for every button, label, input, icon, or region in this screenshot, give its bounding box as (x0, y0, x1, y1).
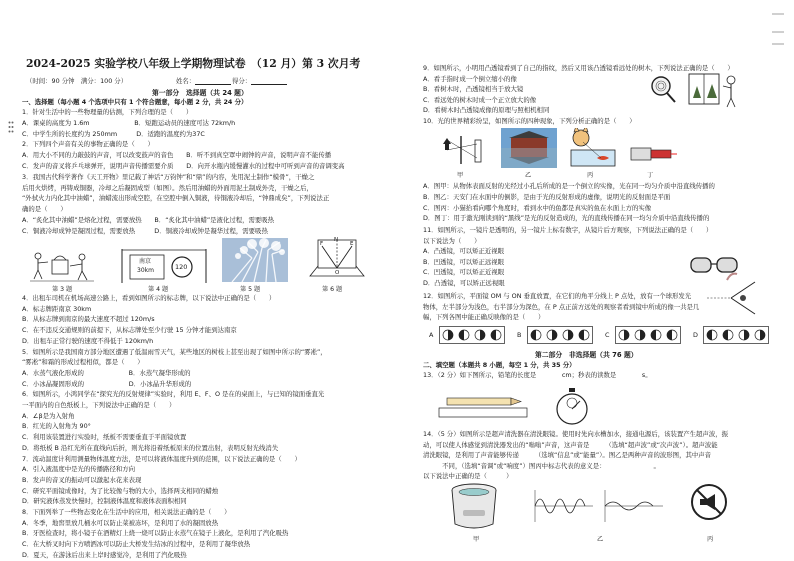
left-question-line: 确的是（ ） (22, 205, 67, 214)
right-question-line: A．图甲：从物体表面反射的光经过小孔后所成的是一个倒立的实像，光在同一均匀介质中沿直线传播的 (423, 182, 715, 190)
left-question-line: 一平面内的自色纸板上，下列说法中正确的是（ ） (22, 401, 176, 409)
left-question-line: C．利用该装置进行实验时，纸板不需要垂直于平面镜放置 (22, 433, 187, 442)
right-question-line: 10．光的世界精彩纷呈，如图所示的四种现象，下列分析正确的是（ ） (423, 117, 636, 125)
right-question-line: B．看树木时，凸透镜相当于放大镜 (423, 85, 524, 93)
right-question-line: C．凹透镜，可以矫正近视眼 (423, 268, 505, 277)
q12-option-a (429, 326, 509, 344)
left-question-line: 8．下面列举了一些物态变化在生活中的应用，相关说法正确的是（ ） (22, 508, 231, 516)
label-e: E (350, 241, 354, 247)
left-question-line: 5．如图所示是我国南方部分地区遭遇了低温雨雪天气，某些地区的树枝上甚至出现了如图中所示的“雾凇”， (22, 347, 327, 356)
left-question-line: A．课桌的高度为 1.6m B．短跑运动员的速度可达 72km/h (22, 118, 236, 127)
right-question-line: C．看远处的树木时成一个正立放大的像 (423, 95, 537, 104)
fig12-mirrors (697, 280, 765, 316)
label-f: F (320, 241, 324, 247)
mirror-image-ball-dark-half (579, 330, 584, 340)
left-question-line: 2．下列四个声音有关的事物正确的是（ ） (22, 140, 154, 149)
right-question-line: 12．如图所示，平面镜 OM 与 ON 垂直放置，在它们的角平分线上 P 点处，放有一个球形发光 (423, 292, 692, 300)
left-question-line: “雾凇”和霜的形成过程相似，都是（ ） (22, 358, 144, 367)
fig13-stopwatch (553, 388, 591, 426)
left-question-line: B．从标志牌到南京的最大速度不超过 120m/s (22, 315, 155, 324)
fig10-laser-pointer (629, 140, 677, 168)
right-question-line: B．图乙：天安门在水面中的倒影，是由于光的反射形成的虚像，说明光的反射面是平面 (423, 192, 671, 201)
right-question-line: 幅，下列各图中能正确反映像的是（ ） (423, 313, 545, 322)
fig11-glasses (687, 252, 743, 282)
mirror-image-ball-dark-half (480, 330, 485, 340)
q14-line: 动，可以使人体感觉到清洗器发出的“嗡嗡”声音，这声音是 （选填“超声波”或“次声波”）。超声波能 (423, 440, 718, 449)
right-question-line: A．凸透镜，可以矫正近视眼 (423, 247, 505, 256)
right-question-line: C．图丙：小猫抬看向哪个角度时，看到水中的鱼都是真实的鱼在水面上方的实像 (423, 203, 652, 212)
fig4-road-sign (118, 247, 210, 283)
q14-line: 以下说法中正确的是（ ） (423, 472, 513, 481)
caption-q14-yi: 乙 (597, 536, 604, 543)
q12-option-b (517, 326, 597, 344)
left-question-line: C．在不违反交通规则的前提下，从标志牌处至少行驶 15 分钟才能到达南京 (22, 326, 237, 335)
caption-jia: 甲 (457, 172, 464, 179)
q14-line: 不同，（选填“音调”或“响度”）图丙中标志代表的意义是： 。 (423, 461, 660, 470)
left-question-line: 3．我国古代科学著作《天工开物》里记载了神话“万钧钟”和“鼎”的内容，先用泥土制作“模骨”，干燥之 (22, 172, 315, 181)
left-question-line: A．冬季，地窖里放几桶水可以防止菜被冻坏，是利用了水的凝固放热 (22, 518, 219, 527)
left-question-line: B．牙医检查时，将小镜子在酒精灯上烧一烧可以防止水蒸气在镜子上液化，是利用了汽化吸热 (22, 529, 289, 538)
mirror-image-ball-dark-half (667, 330, 672, 340)
caption-bing: 丙 (587, 172, 594, 179)
left-question-line: 7．流动温度计利用测量物体温度方法，是可以将液体温度升到的范围，以下说法正确的是（ ） (22, 454, 301, 463)
q12-option-c (605, 326, 685, 344)
caption-q14-jia: 甲 (473, 536, 480, 543)
left-question-line: D．研究液体蒸发快慢时，控制液体温度和液体表面积相同 (22, 497, 187, 506)
fig10-tiananmen-reflection (501, 128, 557, 168)
left-question-line: 6．如图所示，小鸿同学在“探究光的反射规律”实验时，利用 E、F、O 是在的桌面上，与已知的镜面垂直光 (22, 390, 325, 399)
mirror-image-ball-dark-half (448, 330, 453, 340)
left-question-line: A．“炙化其中油蜡”是熔化过程，需要放热 B．“炙化其中油蜡”是液化过程，需要吸热 (22, 216, 275, 224)
caption-fig6: 第 6 题 (322, 286, 343, 293)
left-question-line: B．红光的入射角为 90° (22, 422, 91, 431)
left-question-line: 1．针对生活中的一些物理量的估测，下列合理的是（ ） (22, 108, 193, 116)
fig9-window-trees (687, 70, 743, 108)
fig14-no-horn-sign (689, 482, 729, 522)
part1-section: 一、选择题（每小题 4 个选项中只有 1 个符合题意，每小题 2 分，共 24 分） (22, 98, 248, 106)
right-question-line: D．看树木时凸透镜成像的原理与照相机相同 (423, 106, 550, 114)
label-o: O (335, 270, 340, 276)
fig3-casting (30, 248, 94, 282)
mirror-image-ball-dark-half (723, 330, 728, 340)
right-question-line: 以下说法为（ ） (423, 236, 481, 245)
mirror-image-ball-dark-half (552, 330, 557, 340)
caption-fig3: 第 3 题 (52, 286, 73, 293)
left-question-line: C．铜液冷却成钟是凝固过程，需要放热 D．铜液冷却成钟是凝华过程，需要吸热 (22, 226, 268, 235)
mirror-image-ball-dark-half (651, 330, 656, 340)
left-question-line: A．水蒸气液化形成的 B．水蒸气凝华形成的 (22, 368, 191, 377)
mirror-image-ball-dark-half (459, 330, 464, 340)
part2-header: 第二部分 非选择题（共 76 题） (535, 351, 638, 359)
caption-fig4: 第 4 题 (148, 286, 169, 293)
mirror-image-ball-dark-half (744, 330, 749, 340)
exam-title: 2024-2025 实验学校八年级上学期物理试卷 （12 月）第 3 次月考 (26, 57, 361, 70)
left-question-line: 4．出租车司机在机场高速公路上，看到如图所示的标志牌，以下说法中正确的是（ ） (22, 294, 276, 302)
left-question-line: D．夏天，在游泳后出来上岸时感觉冷，是利用了汽化吸热 (22, 550, 187, 559)
caption-fig5: 第 5 题 (240, 286, 261, 293)
left-question-line: C．研究平面镜成像时，为了比较像与物的大小，选择两支相同的蜡烛 (22, 486, 219, 495)
fig9-magnifier-fingerprint (647, 74, 677, 104)
left-question-line: D．将纸板 B 沿红光所在直线向后折，则光将沿着纸板原来的位置出射，表明反射光线消失 (22, 443, 279, 452)
mirror-image-ball-dark-half (568, 330, 573, 340)
left-question-line: “外拭火力内化其中油蜡”，油蜡流出形成空腔，在空腔中倒入铜液，待铜液冷却后，“钟鼎成矣”，下列说法正 (22, 194, 330, 203)
left-question-line: A．引入液温度中是光的传播路径和方向 (22, 465, 136, 474)
part1-header: 第一部分 选择题（共 24 题） (152, 89, 248, 97)
left-question-line: A．标志牌距南京 30km (22, 304, 92, 313)
right-question-line: 11．如图所示，一镜片是透明的，另一镜片上标有数字，从镜片后方观察，下列说法正确的是（ ） (423, 226, 713, 234)
exam-page-right (397, 0, 794, 561)
q12-option-label: A (429, 331, 434, 339)
fig5-rime-photo (222, 238, 288, 282)
right-question-line: 9．如图所示，小明用凸透镜看到了自己的指纹，然后又用该凸透镜看远处的树木，下列说法正确的是（ ） (423, 64, 734, 72)
q12-option-label: C (605, 331, 610, 339)
q12-option-label: D (693, 331, 698, 339)
caption-ding: 丁 (647, 172, 654, 179)
fig14-ultrasonic-cleaner (447, 480, 501, 530)
q12-option-d (693, 326, 773, 344)
left-question-line: A．用大小不同的力敲鼓的声音，可以改变鼓声的音色 B．听不到真空罩中闹钟的声音，说明声音不能传播 (22, 151, 332, 160)
fig10-cat-fish (567, 128, 619, 168)
fig6-reflection-setup (304, 236, 370, 282)
mirror-image-ball-dark-half (531, 330, 536, 340)
caption-yi: 乙 (525, 172, 532, 179)
q14-line: 清洗眼镜，是利用了声音能够传递 （选填“信息”或“能量”）。图乙是两种声音的波形图，其中声音 (423, 451, 712, 460)
q14-line: 14．（5 分）如图所示是超声清洗器在清洗眼镜。使用时先向水槽加水，接通电源后，该装置产生超声波，振 (423, 430, 728, 438)
left-question-line: C．中学生所的长度约为 250mm D．适跑的温度约为37C (22, 129, 205, 138)
mirror-image-ball-dark-half (491, 330, 496, 340)
q12-option-label: B (517, 331, 522, 339)
fig10-pinhole (439, 134, 483, 166)
label-n: N (334, 237, 339, 243)
drag-handle-icon[interactable] (8, 118, 14, 137)
page-corner-marks (772, 12, 784, 50)
right-question-line: D．凸透镜，可以矫正远视眼 (423, 279, 505, 287)
sign-city: 南京 (139, 258, 152, 265)
right-question-line: B．凹透镜，可以矫正远视眼 (423, 257, 505, 266)
q13-text: 13．（2 分）如下图所示，铅笔的长度是 cm；秒表的读数是 s。 (423, 371, 652, 379)
fig13-pencil-ruler (437, 396, 529, 418)
sign-speed-limit: 120 (175, 263, 188, 271)
score-label: 得分： (232, 77, 287, 85)
left-question-line: C．在大桥叉时向下方喷洒冰可以防止大桥发生结冰的过程中，是利用了凝华放热 (22, 540, 251, 549)
left-question-line: C．小冰晶凝固形成的 D．小冰晶升华形成的 (22, 379, 192, 388)
mirror-image-ball-dark-half (640, 330, 645, 340)
right-question-line: 物体，左半部分为浅色，右半部分为深色，在 P 点正前方远处的观察者看到镜中所成的像一共是几 (423, 302, 700, 311)
mirror-image-ball-dark-half (707, 330, 712, 340)
exam-meta: （时间：90 分钟 满分：100 分） (26, 77, 128, 85)
left-question-line: D．出租车正常行驶的速度不得低于 120km/h (22, 336, 154, 345)
mirror-image-ball-dark-half (624, 330, 629, 340)
right-question-line: D．图丁：用于激光刚读到的“黑线”是光的反射造成的，光的直线传播在同一均匀介质中沿直线传播的 (423, 214, 710, 223)
left-question-line: B．发声的音叉的振动可以激起水花来表现 (22, 475, 142, 484)
fig14-waveforms (531, 488, 667, 524)
left-question-line: 后用火烘烤，再铸成铜器，冷却之后凝固成型（如图）。然后用油蜡的外面用泥土制成外壳，干燥之后， (22, 183, 313, 192)
caption-q14-bing: 丙 (707, 536, 714, 543)
mirror-image-ball-dark-half (760, 330, 765, 340)
left-question-line: C．发声的音叉将乒乓球弹开，说明声音传播需要介质 D．向开水瓶内缓慢灌水的过程中可听到声音的音调变高 (22, 162, 345, 170)
name-label: 姓名： (176, 77, 231, 85)
part2-section: 二、填空题（本题共 8 小题，每空 1 分，共 35 分） (423, 361, 576, 369)
left-question-line: A．∠β是为入射角 (22, 411, 75, 420)
sign-distance: 30km (137, 267, 154, 274)
right-question-line: A．看手指时成一个倒立缩小的像 (423, 74, 517, 83)
